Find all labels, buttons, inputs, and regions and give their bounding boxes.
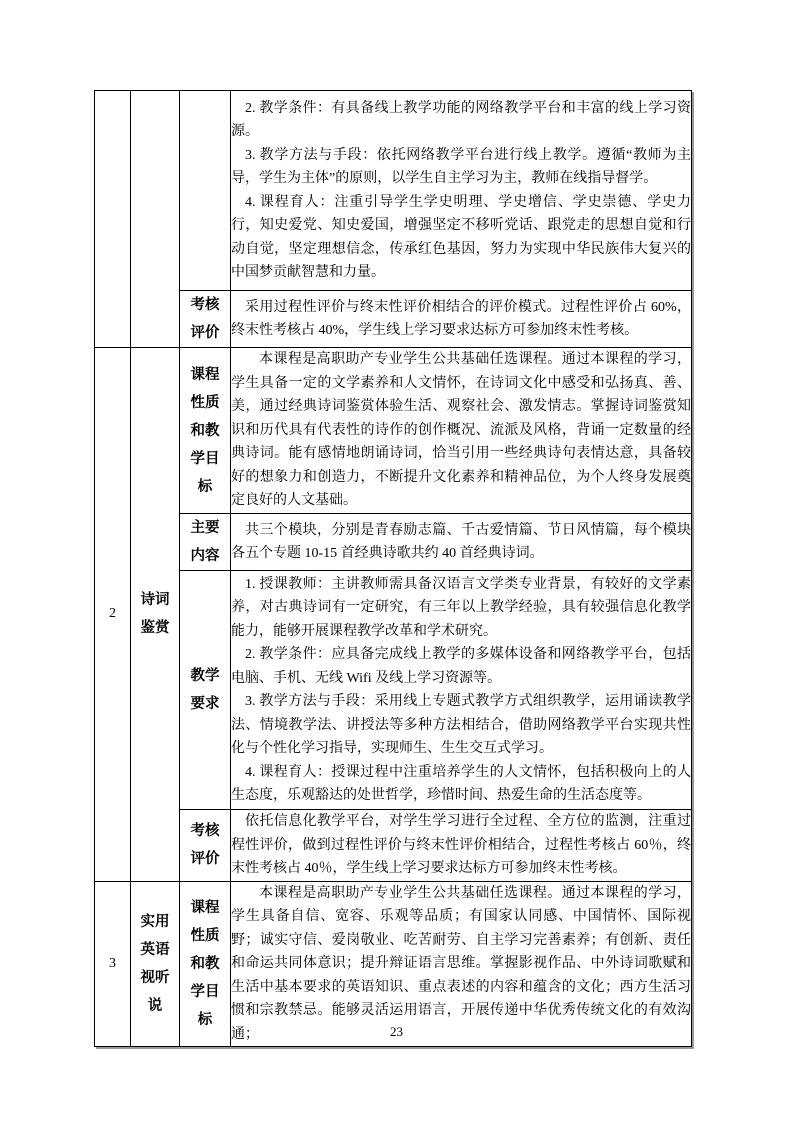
category-label-cell xyxy=(180,291,231,348)
cell-paragraph: 1. 授课教师：主讲教师需具备汉语言文学类专业背景，有较好的文学素养，对古典诗词有一定研究，有三年以上教学经验，具有较强信息化教学能力，能够开展课程教学改革和学术研究。 xyxy=(231,576,691,639)
cell-content xyxy=(231,291,692,348)
category-label: 考核评价 xyxy=(190,823,220,868)
table-row xyxy=(95,571,692,810)
cell-paragraph: 3. 教学方法与手段：采用线上专题式教学方式组织教学，运用诵读教学法、情境教学法、讲授法等多种方法相结合，借助网络教学平台实现共性化与个性化学习指导，实现师生、生生交互式学习。 xyxy=(231,694,691,756)
cell-paragraph: 3. 教学方法与手段：依托网络教学平台进行线上教学。遵循“教师为主导，学生为主体”的原则，以学生自主学习为主，教师在线指导督学。 xyxy=(231,147,691,186)
course-name-cell xyxy=(131,348,180,882)
cell-paragraph: 2. 教学条件：有具备线上教学功能的网络教学平台和丰富的线上学习资源。 xyxy=(231,100,691,139)
course-name: 诗词鉴赏 xyxy=(140,592,170,637)
cell-paragraph: 4. 课程育人：注重引导学生学史明理、学史增信、学史崇德、学史力行，知史爱党、知史爱国，增强坚定不移听党话、跟党走的思想自觉和行动自觉，坚定理想信念，传承红色基因，努力为实现中华民族伟大复兴的中国梦贡献智慧和力量。 xyxy=(231,194,691,280)
cell-content xyxy=(231,91,692,291)
category-label: 课程性质和教学目标 xyxy=(190,366,220,495)
table-row xyxy=(95,810,692,882)
category-label: 教学要求 xyxy=(190,668,220,712)
page-number: 23 xyxy=(390,1024,403,1039)
cell-paragraph: 依托信息化教学平台，对学生学习进行全过程、全方位的监测，注重过程性评价，做到过程性评价与终末性评价相结合，过程性考核占 60％，终末性考核占 40％，学生线上学习要求达标方可参加终末性考核。 xyxy=(231,814,691,876)
cell-paragraph: 4. 课程育人：授课过程中注重培养学生的人文情怀，包括积极向上的人生态度，乐观豁达的处世哲学，珍惜时间、热爱生命的生活态度等。 xyxy=(231,764,691,803)
category-label-cell xyxy=(180,571,231,810)
table-row xyxy=(95,881,692,1047)
category-label-cell xyxy=(180,91,231,291)
row-number-cell xyxy=(95,91,131,348)
syllabus-table xyxy=(94,90,692,1047)
table-row xyxy=(95,514,692,571)
table-row xyxy=(95,348,692,514)
table-row xyxy=(95,291,692,348)
cell-content xyxy=(231,571,692,810)
course-name-cell xyxy=(131,91,180,348)
course-name-cell xyxy=(131,881,180,1047)
category-label-cell xyxy=(180,514,231,571)
row-number-cell: 2 xyxy=(95,348,131,882)
category-label-cell xyxy=(180,348,231,514)
cell-content xyxy=(231,881,692,1047)
cell-paragraph: 本课程是高职助产专业学生公共基础任选课程。通过本课程的学习，学生具备一定的文学素养和人文情怀，在诗词文化中感受和弘扬真、善、美，通过经典诗词鉴赏体验生活、观察社会、激发情志。掌握诗词鉴赏知识和历代具有代表性的诗作的创作概况、流派及风格，背诵一定数量的经典诗词。能有感情地朗诵诗词，恰当引用一些经典诗句表情达意，具备较好的想象力和创造力，不断提升文化素养和精神品位，为个人终身发展奠定良好的人文基础。 xyxy=(231,352,691,509)
category-label: 主要内容 xyxy=(190,520,220,564)
cell-paragraph: 本课程是高职助产专业学生公共基础任选课程。通过本课程的学习，学生具备自信、宽容、乐观等品质；有国家认同感、中国情怀、国际视野；诚实守信、爱岗敬业、吃苦耐劳、自主学习完善素养；有创新、责任和命运共同体意识；提升辩证语言思维。掌握影视作品、中外诗词歌赋和生活中基本要求的英语知识、重点表述的内容和蕴含的文化；西方生活习惯和宗教禁忌。能够灵活运用语言，开展传递中华优秀传统文化的有效沟通； xyxy=(231,885,691,1042)
category-label-cell xyxy=(180,881,231,1047)
cell-content xyxy=(231,514,692,571)
category-label-cell xyxy=(180,810,231,882)
table-row xyxy=(95,91,692,291)
category-label: 课程性质和教学目标 xyxy=(190,899,220,1028)
cell-paragraph: 2. 教学条件：应具备完成线上教学的多媒体设备和网络教学平台，包括电脑、手机、无线 Wifi 及线上学习资源等。 xyxy=(231,647,691,686)
course-name: 实用英语视听说 xyxy=(140,913,170,1014)
cell-content xyxy=(231,810,692,882)
cell-paragraph: 共三个模块，分别是青春励志篇、千古爱情篇、节日风情篇，每个模块各五个专题 10-15 首经典诗歌共约 40 首经典诗词。 xyxy=(231,522,691,561)
cell-paragraph: 采用过程性评价与终末性评价相结合的评价模式。过程性评价占 60%，终末性考核占 40%，学生线上学习要求达标方可参加终末性考核。 xyxy=(231,299,691,338)
category-label: 考核评价 xyxy=(190,297,220,341)
cell-content xyxy=(231,348,692,514)
row-number-cell: 3 xyxy=(95,881,131,1047)
